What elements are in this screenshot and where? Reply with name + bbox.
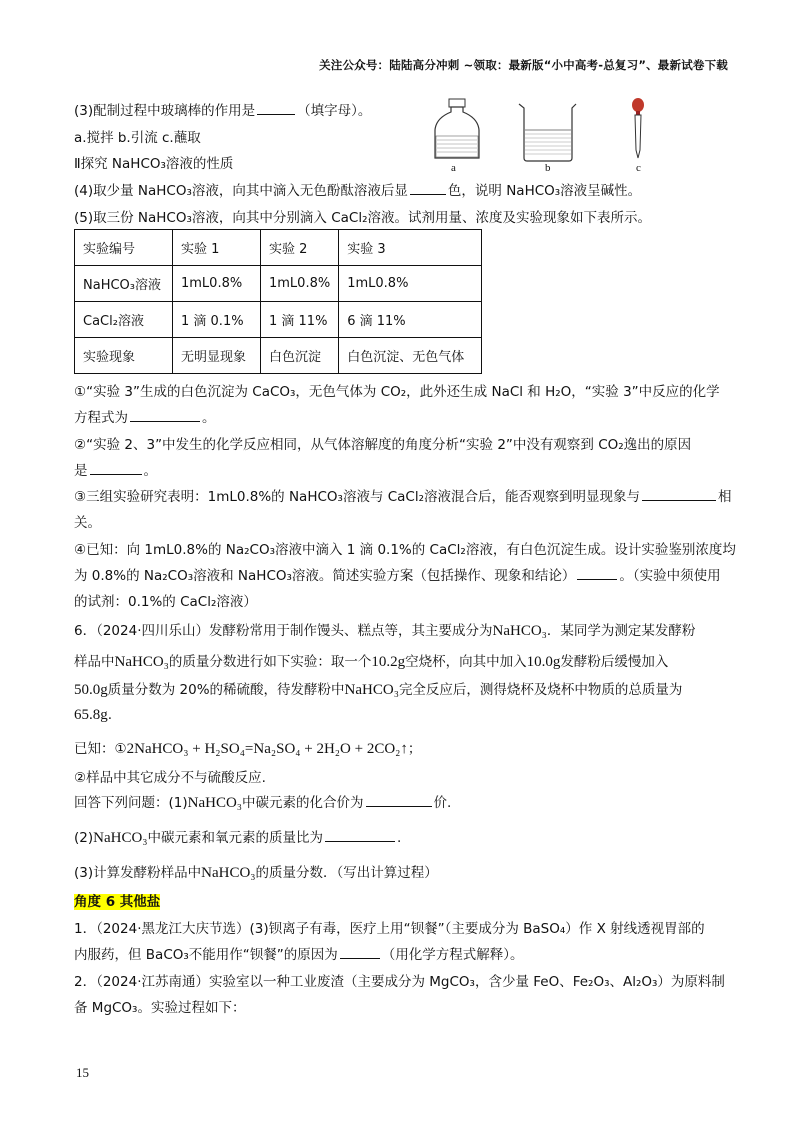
q3-text: (3)配制过程中玻璃棒的作用是 bbox=[74, 103, 256, 119]
q6-line-3 bbox=[74, 678, 682, 699]
q6-text: (2) bbox=[74, 830, 94, 846]
q6-text: 回答下列问题：(1) bbox=[74, 795, 188, 811]
q6-text: 中碳元素的化合价为 bbox=[242, 795, 364, 811]
formula-nahco3: NaHCO₃ bbox=[187, 795, 243, 811]
s2-blank bbox=[90, 460, 142, 475]
formula-nahco3: NaHCO₃ bbox=[114, 654, 169, 670]
mass-value: 65.8g bbox=[74, 707, 108, 723]
q6-line-1 bbox=[74, 619, 695, 640]
s2-line-1: ②“实验 2、3”中发生的化学反应相同，从气体溶解度的角度分析“实验 2”中没有观察到 CO₂逸出的原因 bbox=[74, 437, 692, 453]
p2-line-1: 2．（2024·江苏南通）实验室以一种工业废渣（主要成分为 MgCO₃，含少量 FeO、Fe₂O₃、Al₂O₃）为原料制 bbox=[74, 974, 725, 990]
q6-text: 样品中 bbox=[74, 654, 115, 670]
q6-answer-3 bbox=[74, 861, 438, 882]
table-cell: 白色沉淀 bbox=[261, 338, 339, 374]
mass-value: 10.2g bbox=[371, 654, 406, 670]
q6-text: . bbox=[397, 830, 402, 846]
s4-line-2 bbox=[74, 564, 721, 584]
table-row bbox=[75, 302, 482, 338]
q3-line bbox=[74, 99, 371, 119]
s1-line-1: ①“实验 3”生成的白色沉淀为 CaCO₃，无色气体为 CO₂，此外还生成 NaCl 和 H₂O，“实验 3”中反应的化学 bbox=[74, 384, 720, 400]
q4-line bbox=[74, 179, 641, 199]
table-cell: 1 滴 11% bbox=[261, 302, 339, 338]
q6-text: 中碳元素和氧元素的质量比为 bbox=[147, 830, 324, 846]
reaction-equation: 2NaHCO₃ + H₂SO₄=Na₂SO₄ + 2H₂O + 2CO₂↑ bbox=[126, 741, 408, 757]
formula-nahco3: NaHCO₃ bbox=[201, 865, 256, 881]
table-cell: 实验编号 bbox=[75, 230, 173, 266]
options-line: a.搅拌 b.引流 c.蘸取 bbox=[74, 130, 201, 146]
s1-line-2 bbox=[74, 406, 216, 426]
figure-label-c: c bbox=[636, 162, 641, 174]
q6-line-4 bbox=[74, 707, 112, 724]
q6-blank-2 bbox=[325, 827, 395, 842]
table-row bbox=[75, 266, 482, 302]
section-heading-angle-6 bbox=[74, 890, 160, 910]
page-number: 15 bbox=[76, 1065, 89, 1080]
reagent-bottle-figure bbox=[432, 98, 482, 160]
table-cell: 实验 1 bbox=[173, 230, 261, 266]
s3-line-2: 关。 bbox=[74, 515, 101, 531]
q4-blank bbox=[410, 180, 446, 195]
table-cell: 白色沉淀、无色气体 bbox=[339, 338, 482, 374]
q6-text: 发酵粉后缓慢加入 bbox=[560, 654, 669, 670]
table-cell: 6 滴 11% bbox=[339, 302, 482, 338]
s2-text-end: 。 bbox=[143, 463, 157, 479]
table-cell: 实验 2 bbox=[261, 230, 339, 266]
table-cell: 1mL0.8% bbox=[339, 266, 482, 302]
q6-known-2: ②样品中其它成分不与硫酸反应. bbox=[74, 770, 266, 786]
s3-blank bbox=[642, 486, 716, 501]
s4-line-3: 的试剂：0.1%的 CaCl₂溶液） bbox=[74, 594, 257, 610]
p1-line-2 bbox=[74, 943, 524, 963]
s4-text-end: 。（实验中须使用 bbox=[619, 568, 721, 584]
formula-nahco3: NaHCO₃ bbox=[93, 830, 148, 846]
q6-text: 的质量分数进行如下实验：取一个 bbox=[168, 654, 372, 670]
q6-text: 质量分数为 20%的稀硫酸，待发酵粉中 bbox=[107, 682, 345, 698]
mass-value: 50.0g bbox=[74, 682, 108, 698]
s4-blank bbox=[577, 565, 617, 580]
figure-label-b: b bbox=[545, 162, 551, 174]
formula-nahco3: NaHCO₃ bbox=[344, 682, 399, 698]
p1-line-1: 1．（2024·黑龙江大庆节选）(3)钡离子有毒，医疗上用“钡餐”（主要成分为 BaSO₄）作 X 射线透视胃部的 bbox=[74, 921, 705, 937]
table-cell: 1 滴 0.1% bbox=[173, 302, 261, 338]
q6-text: . bbox=[107, 707, 113, 723]
s1-text-end: 。 bbox=[202, 410, 216, 426]
table-cell: 1mL0.8% bbox=[173, 266, 261, 302]
page-header: 关注公众号：陆陆高分冲刺 ~领取：最新版“小中高考-总复习”、最新试卷下载 bbox=[319, 58, 728, 72]
p1-text-end: （用化学方程式解释）。 bbox=[381, 947, 524, 963]
dropper-figure bbox=[629, 98, 647, 160]
p2-line-2: 备 MgCO₃。实验过程如下： bbox=[74, 1000, 246, 1016]
q6-text: 6．（2024·四川乐山）发酵粉常用于制作馒头、糕点等，其主要成分为 bbox=[74, 623, 493, 639]
q6-text: ．某同学为测定某发酵粉 bbox=[546, 623, 696, 639]
mass-value: 10.0g bbox=[526, 654, 561, 670]
q6-text: 价. bbox=[433, 795, 452, 811]
q6-text: 完全反应后，测得烧杯及烧杯中物质的总质量为 bbox=[398, 682, 683, 698]
q6-answer-2 bbox=[74, 826, 401, 847]
table-cell: 1mL0.8% bbox=[261, 266, 339, 302]
table-row bbox=[75, 230, 482, 266]
q6-answer-1 bbox=[74, 791, 451, 812]
highlighted-heading: 角度 6 其他盐 bbox=[74, 894, 161, 910]
q4-text: (4)取少量 NaHCO₃溶液，向其中滴入无色酚酞溶液后显 bbox=[74, 183, 408, 199]
beaker-figure bbox=[518, 102, 578, 162]
s2-text: 是 bbox=[74, 463, 88, 479]
s4-text: 为 0.8%的 Na₂CO₃溶液和 NaHCO₃溶液。简述实验方案（包括操作、现象和结论） bbox=[74, 568, 576, 584]
formula-nahco3: NaHCO₃ bbox=[492, 623, 547, 639]
q5-line: (5)取三份 NaHCO₃溶液，向其中分别滴入 CaCl₂溶液。试剂用量、浓度及实验现象如下表所示。 bbox=[74, 210, 651, 226]
table-cell: 无明显现象 bbox=[173, 338, 261, 374]
q6-text: (3)计算发酵粉样品中 bbox=[74, 865, 202, 881]
table-row bbox=[75, 338, 482, 374]
table-cell: NaHCO₃溶液 bbox=[75, 266, 173, 302]
q6-text: ； bbox=[407, 741, 422, 757]
s3-line-1 bbox=[74, 485, 732, 505]
table-cell: CaCl₂溶液 bbox=[75, 302, 173, 338]
q6-text: 已知：① bbox=[74, 741, 127, 757]
section-2-heading: Ⅱ探究 NaHCO₃溶液的性质 bbox=[74, 156, 234, 172]
figure-label-a: a bbox=[451, 162, 456, 174]
s3-text: ③三组实验研究表明：1mL0.8%的 NaHCO₃溶液与 CaCl₂溶液混合后，能否观察到明显现象与 bbox=[74, 489, 641, 505]
q6-known-1 bbox=[74, 737, 421, 758]
table-cell: 实验现象 bbox=[75, 338, 173, 374]
p1-text: 内服药，但 BaCO₃不能用作“钡餐”的原因为 bbox=[74, 947, 338, 963]
experiment-table bbox=[74, 229, 482, 374]
q6-text: 的质量分数．（写出计算过程） bbox=[255, 865, 438, 881]
s1-blank bbox=[130, 407, 200, 422]
s3-text-end: 相 bbox=[718, 489, 732, 505]
q3-blank bbox=[257, 100, 295, 115]
q6-blank-1 bbox=[366, 792, 432, 807]
s1-text: 方程式为 bbox=[74, 410, 128, 426]
p1-blank bbox=[340, 944, 380, 959]
s4-line-1: ④已知：向 1mL0.8%的 Na₂CO₃溶液中滴入 1 滴 0.1%的 CaCl₂溶液，有白色沉淀生成。设计实验鉴别浓度均 bbox=[74, 542, 736, 558]
s2-line-2 bbox=[74, 459, 157, 479]
q4-text-post: 色，说明 NaHCO₃溶液呈碱性。 bbox=[447, 183, 642, 199]
q6-text: 空烧杯，向其中加入 bbox=[405, 654, 527, 670]
q6-line-2 bbox=[74, 650, 668, 671]
q3-text-post: （填字母）。 bbox=[297, 103, 372, 119]
table-cell: 实验 3 bbox=[339, 230, 482, 266]
